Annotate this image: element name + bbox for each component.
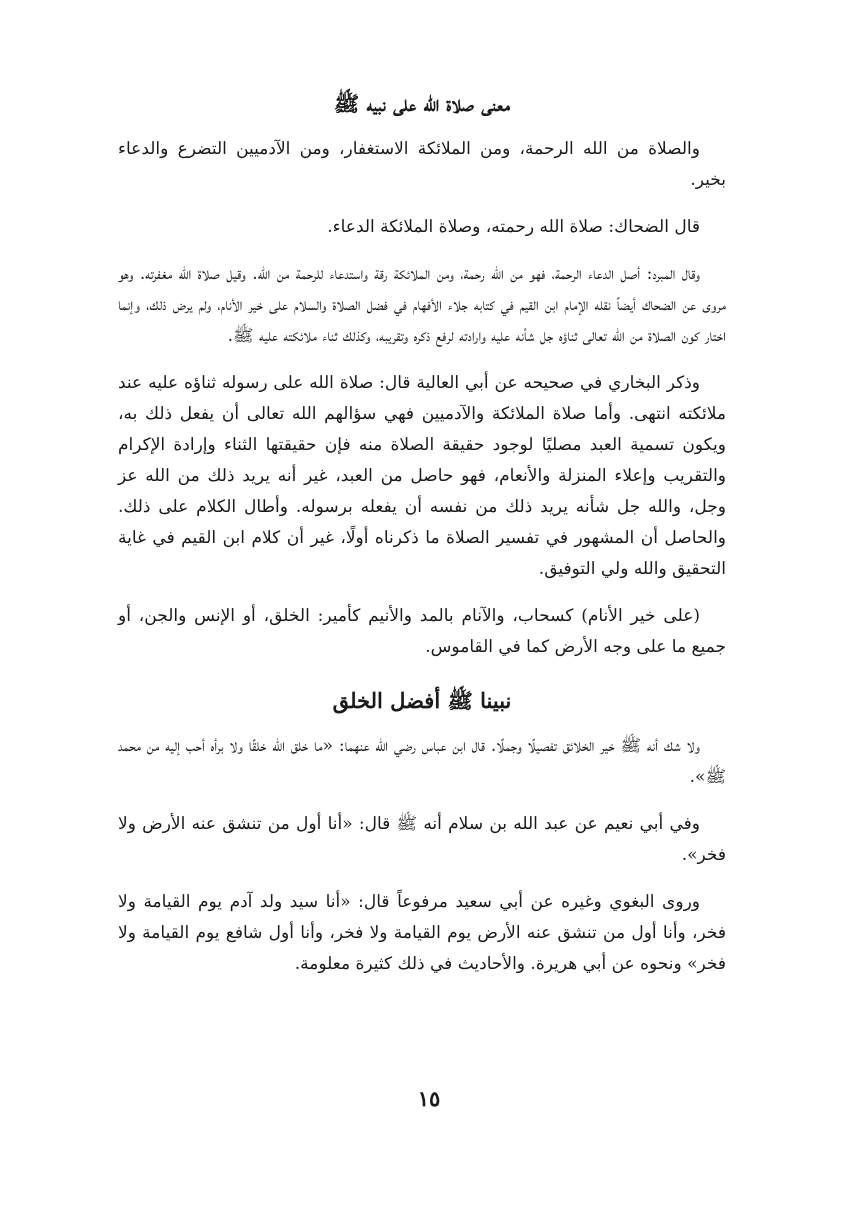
paragraph-abu-nuaym-quote: وفي أبي نعيم عن عبد الله بن سلام أنه ﷺ قال: «أنا أول من تنشق عنه الأرض ولا فخر». xyxy=(118,814,726,865)
section-heading-meaning-of-salah: معنى صلاة الله على نبيه ﷺ xyxy=(333,91,511,116)
paragraph-mubarrad-quote: وقال المبرد: أصل الدعاء الرحمة، فهو من الله رحمة، ومن الملائكة رقة واستدعاء للرحمة من الله. وقيل صلاة الله مغفرته. وهو مروى عن الضحاك أيضاً نقله الإمام ابن القيم في كتابه جلاء الأفهام في فضل الصلاة والسلام على خير الأنام، ولم يرض ذلك، وإنما اختار كون الصلاة من الله تعالى ثناؤه جل شأنه عليه وارادته لرفع ذكره وتقريبه، وكذلك ثناء ملائكته عليه ﷺ. xyxy=(118,264,726,346)
paragraph-khayr-al-anam: (على خير الأنام) كسحاب، والآنام بالمد والأنيم كأمير: الخلق، أو الإنس والجن، أو جميع ما على وجه الأرض كما في القاموس. xyxy=(118,606,726,657)
page-number: ١٥ xyxy=(417,1086,441,1111)
paragraph-baghawi-quote: وروى البغوي وغيره عن أبي سعيد مرفوعاً قال: «أنا سيد ولد آدم يوم القيامة ولا فخر، وأنا أول من تنشق عنه الأرض يوم القيامة ولا فخر، وأنا أول شافع يوم القيامة ولا فخر» ونحوه عن أبي هريرة. والأحاديث في ذلك كثيرة معلومة. xyxy=(118,892,726,974)
paragraph-salah-definition: والصلاة من الله الرحمة، ومن الملائكة الاستغفار، ومن الآدميين التضرع والدعاء بخير. xyxy=(118,139,726,190)
paragraph-ibn-abbas-quote: ولا شك أنه ﷺ خير الخلائق تفصيلًا وجملًا. قال ابن عباس رضي الله عنهما: «ما خلق الله خلقًا ولا برأه أحب إليه من محمد ﷺ». xyxy=(118,736,726,787)
book-page xyxy=(118,86,726,996)
paragraph-bukhari-quote: وذكر البخاري في صحيحه عن أبي العالية قال: صلاة الله على رسوله ثناؤه عليه عند ملائكته انتهى. وأما صلاة الملائكة والآدميين فهي سؤالهم الله تعالى أن يفعل ذلك به، ويكون تسمية العبد مصليًا لوجود حقيقة الصلاة منه فإن حقيقتها الثناء وإرادة الإكرام والتقريب وإعلاء المنزلة والأنعام، فهو حاصل من العبد، غير أنه يريد ذلك من الله عز وجل، والله جل شأنه يريد ذلك من نفسه أن يفعله برسوله. وأطال الكلام على ذلك. والحاصل أن المشهور في تفسير الصلاة ما ذكرناه أولًا، غير أن كلام ابن القيم في غاية التحقيق والله ولي التوفيق. xyxy=(118,373,726,579)
section-heading-best-of-creation: نبينا ﷺ أفضل الخلق xyxy=(332,688,512,713)
paragraph-dahhak-quote: قال الضحاك: صلاة الله رحمته، وصلاة الملائكة الدعاء. xyxy=(327,217,700,237)
